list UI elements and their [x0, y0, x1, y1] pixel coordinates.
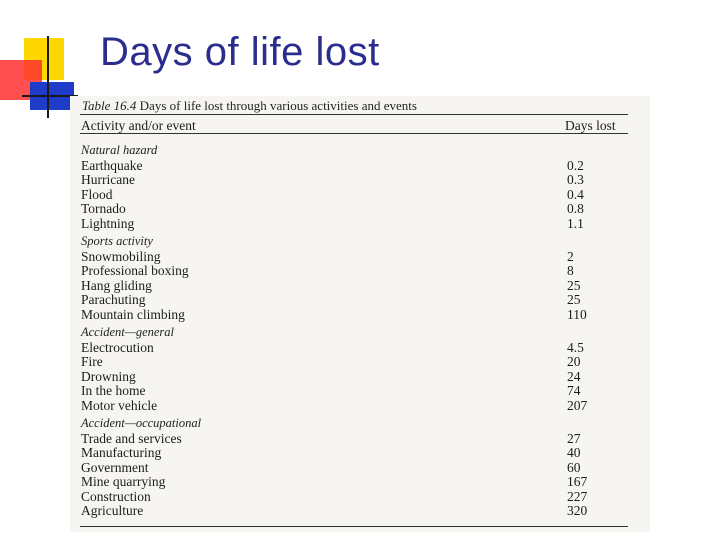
bottom-rule [80, 526, 628, 527]
days-lost-value: 25 [567, 277, 581, 293]
table-row [81, 354, 627, 368]
days-lost-value: 110 [567, 306, 587, 322]
days-lost-value: 227 [567, 488, 588, 504]
activity-label: Parachuting [81, 292, 146, 307]
activity-label: Trade and services [81, 430, 182, 446]
days-lost-value: 25 [567, 292, 581, 307]
logo-vertical-line [47, 36, 49, 118]
activity-label: Electrocution [81, 339, 154, 355]
table-row [81, 383, 627, 397]
table-row [81, 503, 627, 517]
activity-label: Tornado [81, 201, 126, 216]
table-number: Table 16.4 [82, 98, 137, 113]
activity-label: Professional boxing [81, 263, 189, 278]
activity-label: Agriculture [81, 503, 144, 518]
days-lost-value: 60 [567, 459, 581, 475]
days-lost-column-header: Days lost [565, 118, 616, 133]
table-row [81, 340, 627, 354]
days-lost-value: 24 [567, 368, 581, 384]
top-rule [80, 114, 628, 115]
activity-label: Fire [81, 354, 103, 369]
days-lost-value: 74 [567, 383, 581, 398]
days-lost-value: 27 [567, 430, 581, 446]
table-row [81, 292, 627, 306]
table-row [81, 172, 627, 186]
days-lost-value: 40 [567, 445, 581, 460]
table-row [81, 474, 627, 488]
activity-label: Earthquake [81, 157, 143, 173]
days-lost-value: 320 [567, 503, 588, 518]
table-row [81, 489, 627, 503]
table-row [81, 158, 627, 172]
table-caption [82, 98, 417, 114]
activity-label: In the home [81, 383, 146, 398]
table-row [81, 187, 627, 201]
header-rule [80, 133, 628, 134]
activity-label: Lightning [81, 215, 135, 231]
table-row [81, 431, 627, 445]
activity-label: Mine quarrying [81, 474, 166, 489]
table-row [81, 307, 627, 321]
section-heading: Sports activity [81, 234, 153, 248]
days-lost-value: 167 [567, 474, 588, 489]
activity-label: Mountain climbing [81, 306, 185, 322]
table-row [81, 249, 627, 263]
section-heading: Natural hazard [81, 143, 158, 157]
days-lost-value: 0.4 [567, 186, 584, 202]
days-lost-value: 4.5 [567, 339, 584, 355]
table-caption-text: Days of life lost through various activities and events [139, 98, 417, 113]
activity-label: Construction [81, 488, 151, 504]
activity-label: Manufacturing [81, 445, 162, 460]
slide-title: Days of life lost [100, 30, 380, 74]
table-row [81, 263, 627, 277]
activity-label: Hang gliding [81, 277, 152, 293]
activity-label: Motor vehicle [81, 397, 158, 413]
activity-label: Flood [81, 186, 113, 202]
activity-label: Hurricane [81, 172, 135, 187]
days-lost-value: 1.1 [567, 215, 584, 231]
table-row [81, 216, 627, 230]
activity-label: Government [81, 459, 149, 475]
scanned-table [70, 96, 650, 532]
days-lost-value: 2 [567, 248, 574, 264]
table-row [81, 278, 627, 292]
days-lost-value: 20 [567, 354, 581, 369]
activity-label: Drowning [81, 368, 136, 384]
activity-column-header: Activity and/or event [81, 118, 196, 133]
table-row [81, 460, 627, 474]
section-heading: Accident—occupational [81, 416, 202, 430]
table-row [81, 398, 627, 412]
days-lost-value: 0.3 [567, 172, 584, 187]
table-row [81, 201, 627, 215]
table-row [81, 369, 627, 383]
days-lost-value: 8 [567, 263, 574, 278]
days-lost-value: 0.2 [567, 157, 584, 173]
days-lost-value: 207 [567, 397, 588, 413]
days-lost-value: 0.8 [567, 201, 584, 216]
activity-label: Snowmobiling [81, 248, 161, 264]
table-row [81, 445, 627, 459]
section-heading: Accident—general [81, 325, 175, 339]
